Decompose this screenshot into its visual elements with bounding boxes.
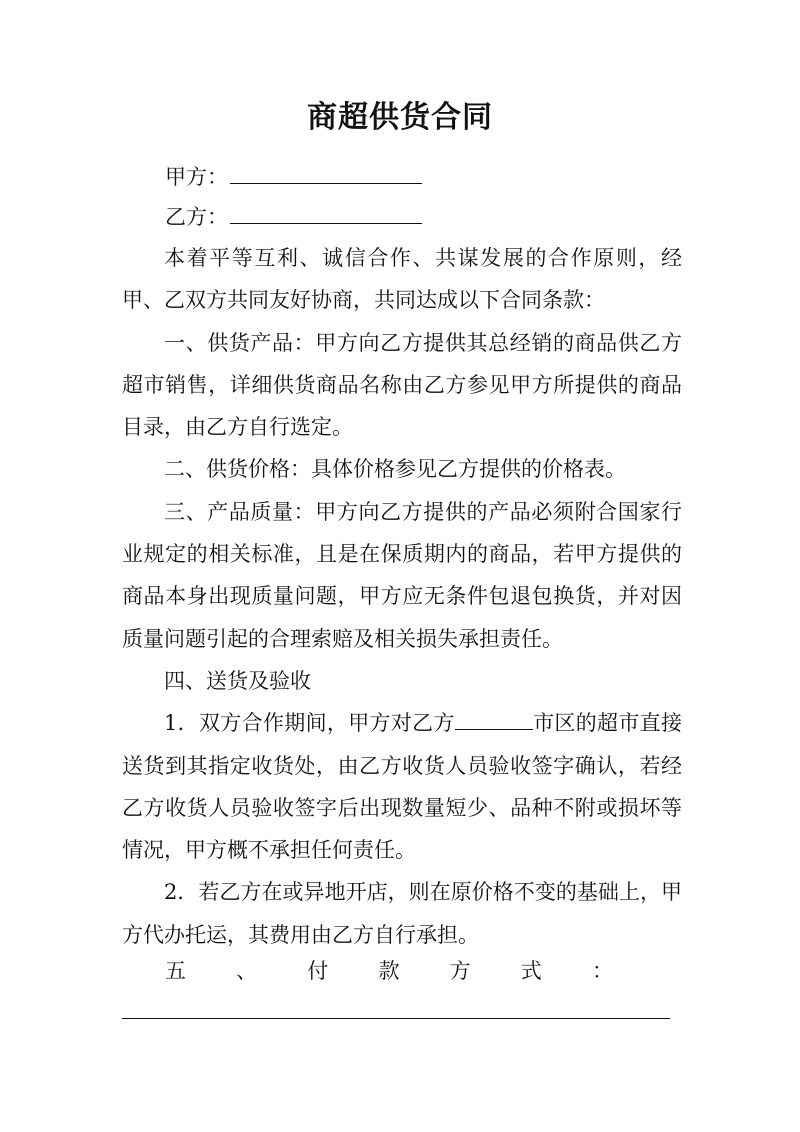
clause-price: 二、供货价格：具体价格参见乙方提供的价格表。 <box>164 457 626 482</box>
party-a-line <box>165 161 422 192</box>
clause-delivery-1-start: 1．双方合作期间，甲方对乙方 <box>164 711 455 736</box>
intro-paragraph: 本着平等互利、诚信合作、共谋发展的合作原则，经甲、乙双方共同友好协商，共同达成以下合同条款： <box>122 246 682 313</box>
clause-products: 一、供货产品：甲方向乙方提供其总经销的商品供乙方超市销售，详细供货商品名称由乙方参见甲方所提供的商品目录，由乙方自行选定。 <box>122 330 682 440</box>
party-a-label: 甲方： <box>165 165 228 189</box>
city-blank <box>455 707 533 730</box>
contract-body <box>122 237 682 956</box>
party-b-line <box>165 201 422 232</box>
section-payment-heading <box>165 955 613 987</box>
clause-quality: 三、产品质量：甲方向乙方提供的产品必须附合国家行业规定的相关标准，且是在保质期内的商品，若甲方提供的商品本身出现质量问题，甲方应无条件包退包换货，并对因质量问题引起的合理索赔及相关损失承担责任。 <box>122 499 682 651</box>
party-b-label: 乙方： <box>165 205 228 229</box>
payment-blank-line <box>122 1018 670 1019</box>
payment-heading-char: 付 <box>307 959 329 983</box>
clause-delivery-heading: 四、送货及验收 <box>164 668 311 693</box>
clause-delivery-1-rest: 市区的超市直接送货到其指定收货处，由乙方收货人员验收签字确认，若经乙方收货人员验收签字后出现数量短少、品种不附或损坏等情况，甲方概不承担任何责任。 <box>122 711 682 863</box>
payment-heading-char: 款 <box>378 959 400 983</box>
party-b-blank <box>230 201 422 224</box>
payment-heading-char: 方 <box>449 959 471 983</box>
clause-delivery-2: 2．若乙方在或异地开店，则在原价格不变的基础上，甲方代办托运，其费用由乙方自行承担。 <box>122 880 682 947</box>
clause-delivery-1 <box>122 702 682 871</box>
party-a-blank <box>230 161 422 184</box>
payment-heading-char: 、 <box>236 959 258 983</box>
payment-heading-char: ： <box>591 959 613 983</box>
payment-heading-char: 五 <box>165 959 186 983</box>
document-title: 商超供货合同 <box>307 100 493 135</box>
payment-heading-char: 式 <box>520 959 542 983</box>
